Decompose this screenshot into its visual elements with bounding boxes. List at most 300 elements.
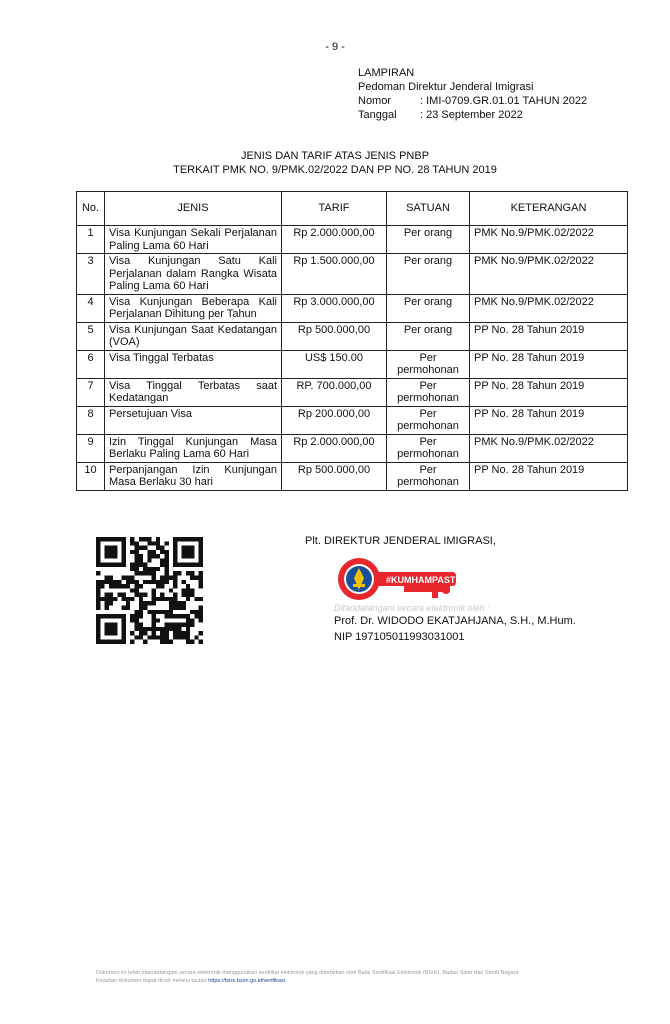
- qr-module: [186, 588, 190, 592]
- qr-module: [135, 550, 139, 554]
- qr-module: [186, 640, 190, 644]
- tanggal-value: : 23 September 2022: [420, 109, 523, 121]
- cell-jenis: Izin Tinggal Kunjungan Masa Berlaku Paling Lama 60 Hari: [105, 434, 282, 462]
- qr-module: [169, 614, 173, 618]
- qr-module: [160, 546, 164, 550]
- qr-module: [186, 593, 190, 597]
- cell-no: 6: [77, 350, 105, 378]
- qr-module: [143, 631, 147, 635]
- qr-module: [186, 584, 190, 588]
- qr-module: [135, 618, 139, 622]
- qr-module: [152, 614, 156, 618]
- header-tarif: TARIF: [282, 192, 387, 226]
- qr-module: [173, 601, 177, 605]
- cell-no: 8: [77, 406, 105, 434]
- qr-module: [152, 593, 156, 597]
- qr-module: [147, 567, 151, 571]
- qr-module: [194, 597, 198, 601]
- qr-module: [135, 546, 139, 550]
- qr-module: [186, 631, 190, 635]
- qr-module: [100, 597, 104, 601]
- cell-jenis: Persetujuan Visa: [105, 406, 282, 434]
- qr-module: [190, 640, 194, 644]
- qr-module: [177, 605, 181, 609]
- cell-keterangan: PP No. 28 Tahun 2019: [470, 462, 628, 490]
- cell-satuan: Per orang: [387, 322, 470, 350]
- tanggal-label: Tanggal: [358, 109, 397, 121]
- qr-module: [190, 623, 194, 627]
- qr-module: [199, 618, 203, 622]
- qr-module: [139, 546, 143, 550]
- cell-keterangan: PMK No.9/PMK.02/2022: [470, 434, 628, 462]
- qr-module: [160, 563, 164, 567]
- qr-module: [113, 597, 117, 601]
- qr-module: [96, 584, 100, 588]
- tariff-table: [76, 191, 628, 491]
- cell-keterangan: PMK No.9/PMK.02/2022: [470, 254, 628, 295]
- verification-link[interactable]: https://bsre.bssn.go.id/verifikasi: [208, 978, 285, 984]
- qr-module: [182, 623, 186, 627]
- qr-module: [169, 601, 173, 605]
- qr-module: [96, 601, 100, 605]
- qr-module: [139, 631, 143, 635]
- qr-module: [135, 635, 139, 639]
- qr-module: [190, 576, 194, 580]
- qr-module: [96, 580, 100, 584]
- qr-module: [152, 635, 156, 639]
- table-row: [77, 322, 628, 350]
- qr-module: [135, 541, 139, 545]
- qr-module: [105, 593, 109, 597]
- cell-no: 7: [77, 378, 105, 406]
- nomor-label: Nomor: [358, 95, 392, 107]
- footer-text: Dokumen ini telah ditandatangani secara elektronik menggunakan sertifikat elektronik yang diterbitkan oleh Balai Sertifikasi Elektronik (BSrE), Badan Siber dan Sandi Negara: [96, 970, 519, 976]
- qr-module: [113, 580, 117, 584]
- qr-module: [135, 627, 139, 631]
- qr-module: [190, 593, 194, 597]
- qr-module: [173, 623, 177, 627]
- qr-module: [122, 597, 126, 601]
- qr-module: [130, 550, 134, 554]
- qr-module: [147, 558, 151, 562]
- qr-module: [173, 580, 177, 584]
- qr-module: [117, 584, 121, 588]
- qr-module: [152, 580, 156, 584]
- qr-module: [186, 623, 190, 627]
- qr-code: [96, 537, 203, 644]
- cell-tarif: Rp 2.000.000,00: [282, 226, 387, 254]
- qr-module: [169, 588, 173, 592]
- qr-module: [182, 605, 186, 609]
- qr-module: [139, 635, 143, 639]
- qr-module: [164, 563, 168, 567]
- qr-module: [143, 567, 147, 571]
- cell-satuan: Per permohonan: [387, 462, 470, 490]
- qr-module: [186, 635, 190, 639]
- qr-module: [173, 605, 177, 609]
- qr-module: [139, 623, 143, 627]
- qr-module: [164, 571, 168, 575]
- qr-module: [164, 610, 168, 614]
- qr-module: [130, 618, 134, 622]
- qr-module: [152, 610, 156, 614]
- cell-no: 4: [77, 294, 105, 322]
- qr-module: [164, 640, 168, 644]
- qr-module: [199, 614, 203, 618]
- qr-module: [139, 593, 143, 597]
- qr-module: [164, 567, 168, 571]
- qr-module: [130, 588, 134, 592]
- qr-module: [139, 610, 143, 614]
- qr-module: [169, 610, 173, 614]
- qr-module: [156, 580, 160, 584]
- cell-satuan: Per permohonan: [387, 350, 470, 378]
- qr-module: [173, 631, 177, 635]
- qr-module: [164, 550, 168, 554]
- qr-module: [109, 601, 113, 605]
- qr-module: [147, 601, 151, 605]
- qr-module: [160, 631, 164, 635]
- table-row: [77, 434, 628, 462]
- cell-satuan: Per orang: [387, 294, 470, 322]
- cell-keterangan: PP No. 28 Tahun 2019: [470, 406, 628, 434]
- qr-module: [177, 623, 181, 627]
- qr-module: [156, 541, 160, 545]
- qr-module: [139, 614, 143, 618]
- table-row: [77, 406, 628, 434]
- qr-module: [139, 563, 143, 567]
- qr-module: [164, 558, 168, 562]
- qr-module: [169, 627, 173, 631]
- qr-module: [143, 571, 147, 575]
- qr-module: [143, 580, 147, 584]
- qr-module: [152, 541, 156, 545]
- cell-tarif: Rp 500.000,00: [282, 462, 387, 490]
- qr-module: [173, 576, 177, 580]
- qr-module: [143, 601, 147, 605]
- kumhampasti-logo: [334, 554, 458, 604]
- qr-module: [194, 614, 198, 618]
- qr-module: [122, 593, 126, 597]
- qr-module: [169, 623, 173, 627]
- qr-module: [190, 588, 194, 592]
- qr-module: [164, 614, 168, 618]
- qr-module: [96, 597, 100, 601]
- qr-module: [152, 618, 156, 622]
- qr-module: [109, 597, 113, 601]
- signed-note: Ditandatangani secara elektronik oleh :: [334, 603, 490, 613]
- qr-module: [130, 563, 134, 567]
- qr-module: [186, 614, 190, 618]
- qr-module: [190, 571, 194, 575]
- qr-module: [109, 593, 113, 597]
- qr-module: [139, 584, 143, 588]
- qr-module: [199, 571, 203, 575]
- lampiran-subtitle: Pedoman Direktur Jenderal Imigrasi: [358, 81, 534, 93]
- qr-module: [156, 546, 160, 550]
- qr-module: [100, 584, 104, 588]
- qr-module: [122, 605, 126, 609]
- lampiran-tanggal-row: [358, 108, 587, 122]
- qr-module: [126, 584, 130, 588]
- qr-module: [96, 571, 100, 575]
- table-row: [77, 226, 628, 254]
- qr-module: [135, 610, 139, 614]
- qr-module: [130, 567, 134, 571]
- table-row: [77, 350, 628, 378]
- qr-module: [135, 614, 139, 618]
- qr-module: [169, 597, 173, 601]
- qr-module: [147, 550, 151, 554]
- qr-module: [147, 610, 151, 614]
- qr-module: [135, 593, 139, 597]
- footer-line-2: [96, 977, 626, 985]
- cell-tarif: RP. 700.000,00: [282, 378, 387, 406]
- qr-module: [160, 610, 164, 614]
- qr-module: [147, 541, 151, 545]
- qr-module: [160, 576, 164, 580]
- qr-module: [169, 605, 173, 609]
- qr-module: [164, 580, 168, 584]
- cell-satuan: Per permohonan: [387, 378, 470, 406]
- qr-module: [177, 635, 181, 639]
- header-no: No.: [77, 192, 105, 226]
- page-number: - 9 -: [325, 41, 345, 53]
- table-row: [77, 378, 628, 406]
- qr-module: [152, 631, 156, 635]
- qr-module: [182, 601, 186, 605]
- qr-module: [182, 614, 186, 618]
- qr-module: [199, 640, 203, 644]
- qr-module: [126, 605, 130, 609]
- qr-module: [177, 614, 181, 618]
- qr-module: [113, 584, 117, 588]
- qr-module: [126, 576, 130, 580]
- qr-module: [147, 635, 151, 639]
- qr-module: [109, 576, 113, 580]
- qr-module: [135, 563, 139, 567]
- qr-module: [143, 593, 147, 597]
- cell-jenis: Visa Kunjungan Sekali Perjalanan Paling Lama 60 Hari: [105, 226, 282, 254]
- cell-jenis: Visa Tinggal Terbatas: [105, 350, 282, 378]
- qr-module: [199, 580, 203, 584]
- qr-module: [122, 584, 126, 588]
- qr-module: [199, 597, 203, 601]
- signer-name: Prof. Dr. WIDODO EKATJAHJANA, S.H., M.Hum.: [334, 615, 576, 627]
- title-line-1: JENIS DAN TARIF ATAS JENIS PNBP: [240, 150, 430, 162]
- cell-satuan: Per permohonan: [387, 434, 470, 462]
- cell-keterangan: PMK No.9/PMK.02/2022: [470, 226, 628, 254]
- qr-module: [139, 558, 143, 562]
- qr-module: [139, 627, 143, 631]
- qr-module: [173, 614, 177, 618]
- qr-module: [156, 635, 160, 639]
- qr-module: [164, 597, 168, 601]
- qr-module: [169, 576, 173, 580]
- qr-module: [160, 550, 164, 554]
- qr-module: [199, 584, 203, 588]
- qr-module: [135, 580, 139, 584]
- qr-module: [105, 576, 109, 580]
- qr-module: [164, 554, 168, 558]
- cell-keterangan: PMK No.9/PMK.02/2022: [470, 294, 628, 322]
- qr-module: [117, 593, 121, 597]
- qr-module: [130, 640, 134, 644]
- header-jenis: JENIS: [105, 192, 282, 226]
- qr-module: [147, 627, 151, 631]
- qr-module: [147, 580, 151, 584]
- header-keterangan: KETERANGAN: [470, 192, 628, 226]
- cell-tarif: Rp 500.000,00: [282, 322, 387, 350]
- qr-module: [160, 635, 164, 639]
- qr-module: [182, 593, 186, 597]
- cell-no: 9: [77, 434, 105, 462]
- qr-module: [156, 584, 160, 588]
- qr-module: [152, 571, 156, 575]
- qr-module: [160, 640, 164, 644]
- qr-module: [152, 588, 156, 592]
- qr-module: [130, 576, 134, 580]
- qr-module: [135, 567, 139, 571]
- qr-module: [156, 597, 160, 601]
- title-line-2: TERKAIT PMK NO. 9/PMK.02/2022 DAN PP NO. 28 TAHUN 2019: [173, 164, 497, 176]
- cell-tarif: US$ 150.00: [282, 350, 387, 378]
- qr-module: [177, 571, 181, 575]
- table-row: [77, 462, 628, 490]
- qr-module: [135, 554, 139, 558]
- qr-module: [199, 631, 203, 635]
- qr-module: [160, 584, 164, 588]
- qr-module: [105, 597, 109, 601]
- qr-module: [156, 554, 160, 558]
- qr-module: [152, 567, 156, 571]
- cell-keterangan: PP No. 28 Tahun 2019: [470, 322, 628, 350]
- qr-module: [147, 537, 151, 541]
- qr-module: [156, 537, 160, 541]
- qr-module: [177, 627, 181, 631]
- qr-module: [135, 584, 139, 588]
- qr-module: [182, 631, 186, 635]
- qr-module: [164, 541, 168, 545]
- qr-module: [160, 597, 164, 601]
- cell-keterangan: PP No. 28 Tahun 2019: [470, 350, 628, 378]
- qr-module: [164, 635, 168, 639]
- qr-module: [177, 601, 181, 605]
- qr-module: [152, 554, 156, 558]
- qr-module: [186, 618, 190, 622]
- qr-module: [139, 537, 143, 541]
- qr-module: [135, 571, 139, 575]
- qr-module: [96, 593, 100, 597]
- qr-module: [139, 571, 143, 575]
- cell-tarif: Rp 200.000,00: [282, 406, 387, 434]
- qr-module: [160, 580, 164, 584]
- qr-module: [156, 627, 160, 631]
- qr-module: [152, 623, 156, 627]
- qr-module: [173, 584, 177, 588]
- signer-nip: NIP 197105011993031001: [334, 631, 465, 643]
- qr-module: [186, 571, 190, 575]
- qr-module: [169, 640, 173, 644]
- document-title: [0, 149, 670, 177]
- cell-keterangan: PP No. 28 Tahun 2019: [470, 378, 628, 406]
- qr-module: [139, 554, 143, 558]
- qr-module: [164, 627, 168, 631]
- qr-module: [130, 631, 134, 635]
- cell-no: 10: [77, 462, 105, 490]
- qr-module: [156, 610, 160, 614]
- qr-module: [164, 576, 168, 580]
- qr-module: [194, 635, 198, 639]
- qr-module: [152, 597, 156, 601]
- qr-module: [130, 580, 134, 584]
- qr-module: [160, 593, 164, 597]
- qr-module: [199, 605, 203, 609]
- qr-module: [199, 576, 203, 580]
- qr-module: [143, 627, 147, 631]
- cell-jenis: Visa Kunjungan Satu Kali Perjalanan dalam Rangka Wisata Paling Lama 60 Hari: [105, 254, 282, 295]
- footer-note: [96, 969, 626, 985]
- qr-module: [105, 580, 109, 584]
- qr-module: [135, 588, 139, 592]
- cell-no: 1: [77, 226, 105, 254]
- qr-module: [164, 623, 168, 627]
- qr-module: [182, 580, 186, 584]
- qr-module: [160, 558, 164, 562]
- qr-module: [126, 601, 130, 605]
- cell-no: 5: [77, 322, 105, 350]
- qr-module: [177, 631, 181, 635]
- qr-module: [96, 588, 100, 592]
- nomor-value: : IMI-0709.GR.01.01 TAHUN 2022: [420, 95, 588, 107]
- qr-module: [173, 597, 177, 601]
- table-row: [77, 254, 628, 295]
- header-satuan: SATUAN: [387, 192, 470, 226]
- qr-module: [139, 597, 143, 601]
- qr-module: [143, 640, 147, 644]
- qr-module: [143, 546, 147, 550]
- qr-module: [156, 567, 160, 571]
- qr-module: [190, 618, 194, 622]
- qr-module: [173, 593, 177, 597]
- qr-module: [182, 635, 186, 639]
- qr-module: [152, 550, 156, 554]
- cell-tarif: Rp 3.000.000,00: [282, 294, 387, 322]
- qr-module: [186, 597, 190, 601]
- qr-module: [105, 601, 109, 605]
- qr-module: [126, 597, 130, 601]
- qr-module: [126, 580, 130, 584]
- qr-module: [164, 631, 168, 635]
- qr-module: [173, 635, 177, 639]
- qr-module: [152, 627, 156, 631]
- qr-module: [186, 627, 190, 631]
- qr-module: [135, 558, 139, 562]
- logo-text: #KUMHAMPASTI: [386, 575, 458, 585]
- lampiran-heading: LAMPIRAN: [358, 67, 415, 79]
- qr-module: [139, 605, 143, 609]
- qr-module: [143, 537, 147, 541]
- qr-module: [130, 541, 134, 545]
- qr-module: [130, 597, 134, 601]
- lampiran-nomor-row: [358, 94, 587, 108]
- table-row: [77, 294, 628, 322]
- table-header-row: [77, 192, 628, 226]
- qr-module: [105, 605, 109, 609]
- cell-satuan: Per orang: [387, 254, 470, 295]
- qr-module: [143, 605, 147, 609]
- qr-module: [135, 623, 139, 627]
